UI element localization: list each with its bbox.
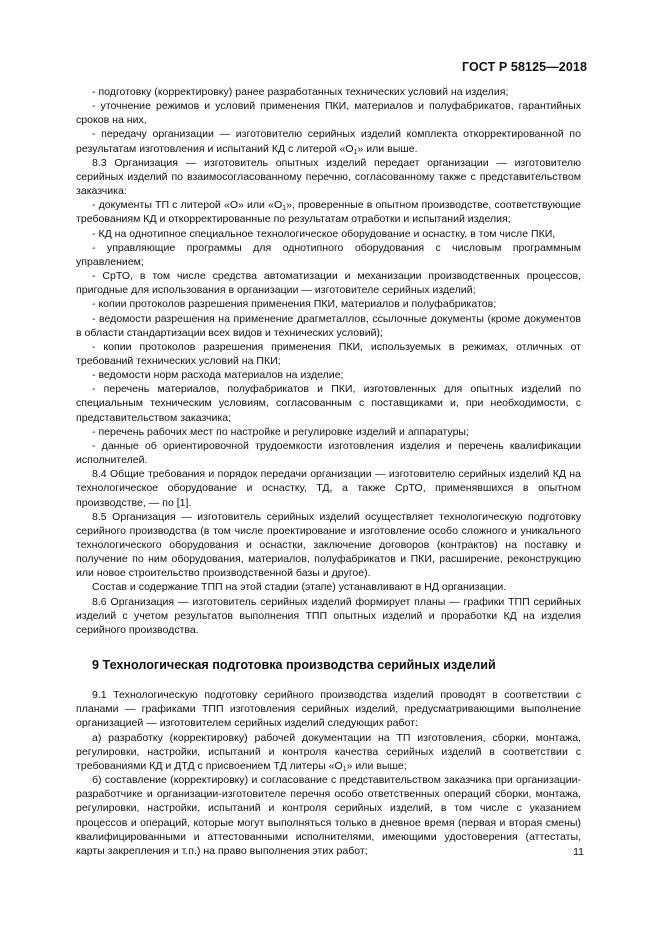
subscript: 1 [342,765,347,773]
paragraph [76,198,581,226]
subscript: 1 [282,205,287,213]
paragraph: 8.3 Организация — изготовитель опытных изделий передает организации — изготовителю серийных изделий по взаимосогласованному перечню, согласованному также с представительством заказчика: [76,156,581,198]
paragraph: б) составление (корректировку) и согласование с представительством заказчика при организации-разработчике и организации-изготовителе перечня особо ответственных операций сборки, монтажа, регулировки, настройки, испытаний и контроля серийных изделий, в том числе с указанием процессов и операций, которые могут выполняться только в дневное время (первая и вторая смены) квалифицированными и аттестованными исполнителями, имеющими удостоверения (аттестаты, карты закрепления и т.п.) на право выполнения этих работ; [76,774,581,857]
text: » или выше. [357,142,418,155]
paragraph: - копии протоколов разрешения применения ПКИ, используемых в режимах, отличных от требований технических условий на ПКИ; [76,340,581,367]
paragraph: 8.5 Организация — изготовитель серийных изделий осуществляет технологическую подготовку серийного производства (в том числе проектирование и изготовление особо сложного и уникального технологического оборудования и оснастки, заключение договоров (контрактов) на поставку и получение по ним оборудования, материалов, полуфабрикатов и ПКИ, расширение, реконструкцию или новое строительство производственной базы и другое). [76,510,581,580]
document-number-header: ГОСТ Р 58125—2018 [461,60,587,74]
paragraph: 8.6 Организация — изготовитель серийных изделий формирует планы — графики ТПП серийных изделий с учетом результатов выполнения ТПП опытных изделий и проработки КД на изделия серийного производства. [76,595,581,636]
paragraph: - копии протоколов разрешения применения ПКИ, материалов и полуфабрикатов; [92,298,497,311]
paragraph: - данные об ориентировочной трудоемкости изготовления изделия и перечень квалификации исполнителей. [76,439,581,467]
page-number: 11 [573,846,584,858]
text: - передачу организации — изготовителю серийных изделий комплекта откорректированной по результатам изготовления и испытаний КД с литерой «О [76,128,581,155]
text: », проверенные в опытном производстве, соответствующие требованиям КД и откорректированные по результатам отработки и испытаний изделия; [76,199,581,226]
subscript: 1 [353,148,358,156]
paragraph: 8.4 Общие требования и порядок передачи организации — изготовителю серийных изделий КД на технологическое оборудование и оснастку, ТД, а также СрТО, применявшихся в опытном производстве, — по [1]. [76,468,581,509]
text: а) разработку (корректировку) рабочей документации на ТП изготовления, сборки, монтажа, регулировки, настройки, испытаний и контроля качества серийных изделий в соответствии с требованиями КД и ДТД с присвоением ТД литеры «О [76,731,581,772]
paragraph: - перечень материалов, полуфабрикатов и ПКИ, изготовленных для опытных изделий по специальным техническим условиям, согласованным с поставщиками и, при необходимости, с представительством заказчика; [76,383,581,424]
text: - документы ТП с литерой «О» или «О [92,199,283,212]
paragraph [76,127,581,155]
paragraph: - подготовку (корректировку) ранее разработанных технических условий на изделия; [92,86,509,98]
section-heading: 9 Технологическая подготовка производства серийных изделий [92,658,496,673]
paragraph: - ведомости разрешения на применение драгметаллов, ссылочные документы (кроме документов в области стандартизации всех видов и технических условий); [76,312,581,339]
document-body [76,85,581,858]
paragraph: - КД на однотипное специальное технологическое оборудование и оснастку, в том числе ПКИ, [92,227,556,240]
paragraph [76,731,581,773]
text: » или выше; [346,759,407,772]
paragraph: - управляющие программы для однотипного оборудования с числовым программным управлением; [76,241,581,268]
paragraph: - уточнение режимов и условий применения ПКИ, материалов и полуфабрикатов, гарантийных сроков на них, [76,100,581,127]
paragraph: 9.1 Технологическую подготовку серийного производства изделий проводят в соответствии с планами — графиками ТПП изготовления серийных изделий, предусматривающими выполнение организацией — изготовителем серийных изделий следующих работ: [76,689,581,730]
paragraph: - ведомости норм расхода материалов на изделие; [92,369,344,382]
paragraph: Состав и содержание ТПП на этой стадии (этапе) устанавливают в НД организации. [92,581,507,594]
paragraph: - перечень рабочих мест по настройке и регулировке изделий и аппаратуры; [92,425,469,438]
paragraph: - СрТО, в том числе средства автоматизации и механизации производственных процессов, пригодные для использования в организации — изготовителе серийных изделий; [76,270,581,297]
